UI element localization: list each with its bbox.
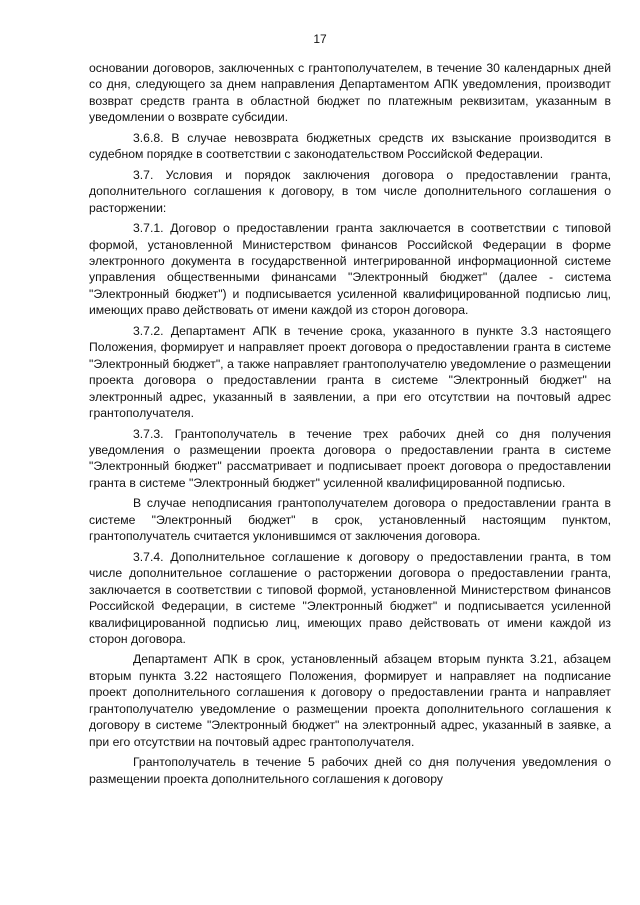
paragraph-3-6-8: 3.6.8. В случае невозврата бюджетных средств их взыскание производится в судебном порядке в соответствии с законодательством Российской Федерации. — [89, 130, 611, 162]
paragraph-3-7-4: 3.7.4. Дополнительное соглашение к договору о предоставлении гранта, в том числе дополнительное соглашение о расторжении договора о предоставлении гранта, заключается в соответствии с типовой формой, установленной Министерством финансов Российской Федерации, в системе "Электронный бюджет" и подписывается усиленной квалифицированной подписью лиц, имеющих право действовать от имени каждой из сторон договора. — [89, 549, 611, 646]
paragraph-3-7-2: 3.7.2. Департамент АПК в течение срока, указанного в пункте 3.3 настоящего Положения, формирует и направляет проект договора о предоставлении гранта в системе "Электронный бюджет", а также направляет грантополучателю уведомление о размещении проекта договора о предоставлении гранта в системе "Электронный бюджет" на электронный адрес, указанный в заявлении, а при его отсутствии на почтовый адрес грантополучателя. — [89, 323, 611, 421]
page-number: 17 — [313, 32, 327, 46]
paragraph-continuation: основании договоров, заключенных с грантополучателем, в течение 30 календарных дней со дня, следующего за днем направления Департаментом АПК уведомления, производит возврат средств гранта в областной бюджет по платежным реквизитам, указанным в уведомлении о возврате субсидии. — [89, 61, 611, 125]
paragraph-3-7-1: 3.7.1. Договор о предоставлении гранта заключается в соответствии с типовой формой, установленной Министерством финансов Российской Федерации в форме электронного документа в государственной интегрированной информационной системе управления общественными финансами "Электронный бюджет" (далее - система "Электронный бюджет") и подписывается усиленной квалифицированной подписью лиц, имеющих право действовать от имени каждой из сторон договора. — [89, 221, 611, 318]
paragraph-3-7: 3.7. Условия и порядок заключения договора о предоставлении гранта, дополнительного соглашения к договору, в том числе дополнительного соглашения о расторжении: — [89, 167, 611, 215]
document-body — [89, 60, 611, 791]
paragraph-department-deadline: Департамент АПК в срок, установленный абзацем вторым пункта 3.21, абзацем вторым пункта 3.22 настоящего Положения, формирует и направляет на подписание проект дополнительного соглашения к договору о предоставлении гранта и направляет грантополучателю уведомление о размещении проекта дополнительного соглашения к договору в системе "Электронный бюджет" на электронный адрес, указанный в заявке, а при его отсутствии на почтовый адрес грантополучателя. — [89, 652, 611, 749]
paragraph-non-signing: В случае неподписания грантополучателем договора о предоставлении гранта в системе "Электронный бюджет" в срок, установленный настоящим пунктом, грантополучатель считается уклонившимся от заключения договора. — [89, 496, 611, 544]
paragraph-3-7-3: 3.7.3. Грантополучатель в течение трех рабочих дней со дня получения уведомления о размещении проекта договора о предоставлении гранта в системе "Электронный бюджет" рассматривает и подписывает проект договора о предоставлении гранта в системе "Электронный бюджет" усиленной квалифицированной подписью. — [89, 426, 611, 490]
paragraph-grantee-deadline: Грантополучатель в течение 5 рабочих дней со дня получения уведомления о размещении проекта дополнительного соглашения к договору — [89, 755, 611, 786]
